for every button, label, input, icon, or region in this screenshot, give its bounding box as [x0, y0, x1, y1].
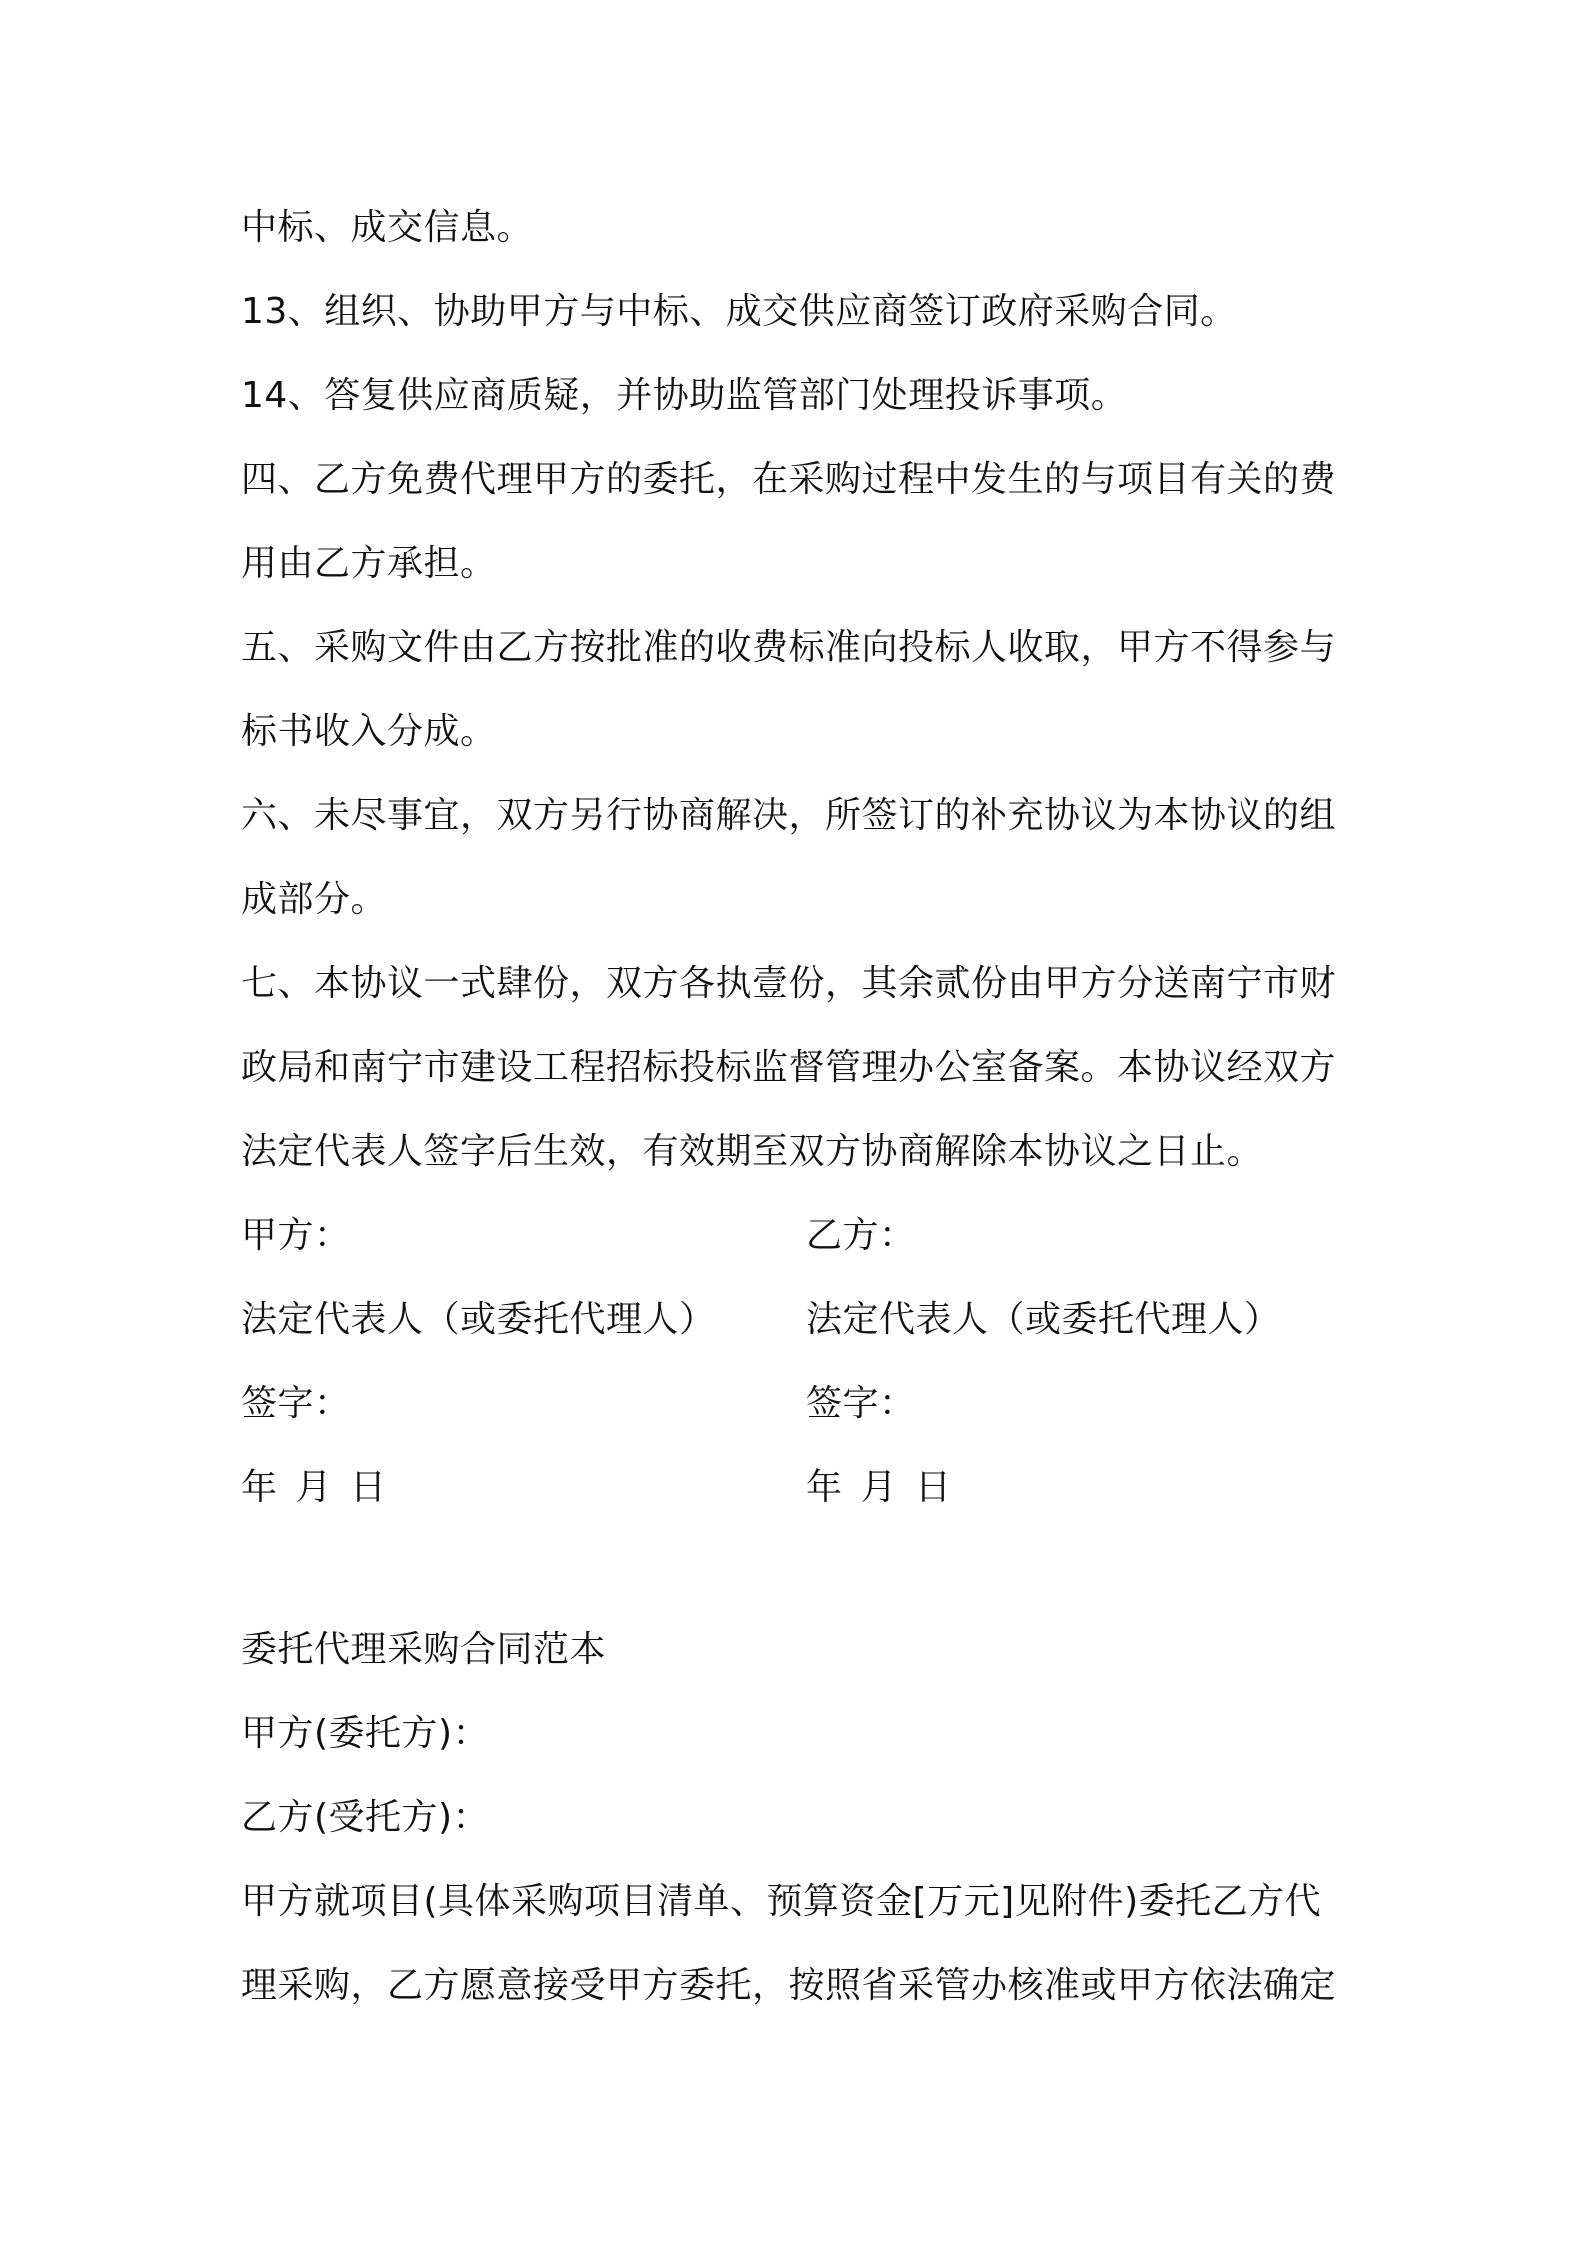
party-b-date [806, 1466, 952, 1510]
template-party-a: 甲方(委托方)： [241, 1713, 490, 1754]
date-year: 年 [241, 1467, 278, 1508]
date-day: 日 [350, 1467, 387, 1508]
paragraph-line: 成部分。 [241, 879, 388, 920]
party-b-signature: 签字： [806, 1383, 916, 1424]
date-month: 月 [295, 1467, 333, 1508]
template-party-b: 乙方(受托方)： [241, 1797, 490, 1838]
paragraph-line: 七、本协议一式肆份，双方各执壹份，其余贰份由甲方分送南宁市财 [241, 963, 1337, 1004]
paragraph-line: 标书收入分成。 [241, 711, 497, 752]
date-day: 日 [915, 1467, 952, 1508]
date-year: 年 [806, 1467, 843, 1508]
template-body-line: 甲方就项目(具体采购项目清单、预算资金[万元]见附件)委托乙方代 [241, 1881, 1322, 1922]
paragraph-line: 法定代表人签字后生效，有效期至双方协商解除本协议之日止。 [241, 1131, 1264, 1172]
paragraph-line: 中标、成交信息。 [241, 207, 534, 248]
paragraph-line: 13、组织、协助甲方与中标、成交供应商签订政府采购合同。 [241, 291, 1237, 332]
party-b-representative: 法定代表人（或委托代理人） [806, 1299, 1281, 1340]
paragraph-line: 四、乙方免费代理甲方的委托，在采购过程中发生的与项目有关的费 [241, 459, 1337, 500]
date-month: 月 [860, 1467, 898, 1508]
party-a-date [241, 1466, 387, 1510]
paragraph-line: 五、采购文件由乙方按批准的收费标准向投标人收取，甲方不得参与 [241, 627, 1337, 668]
paragraph-line: 六、未尽事宜，双方另行协商解决，所签订的补充协议为本协议的组 [241, 795, 1337, 836]
party-a-signature: 签字： [241, 1383, 351, 1424]
template-title: 委托代理采购合同范本 [241, 1629, 607, 1670]
paragraph-line: 政局和南宁市建设工程招标投标监督管理办公室备案。本协议经双方 [241, 1047, 1337, 1088]
party-a-representative: 法定代表人（或委托代理人） [241, 1299, 716, 1340]
paragraph-line: 用由乙方承担。 [241, 543, 497, 584]
party-b-label: 乙方： [806, 1215, 916, 1256]
template-body-line: 理采购，乙方愿意接受甲方委托，按照省采管办核准或甲方依法确定 [241, 1965, 1337, 2006]
party-a-label: 甲方： [241, 1215, 351, 1256]
paragraph-line: 14、答复供应商质疑，并协助监管部门处理投诉事项。 [241, 375, 1128, 416]
